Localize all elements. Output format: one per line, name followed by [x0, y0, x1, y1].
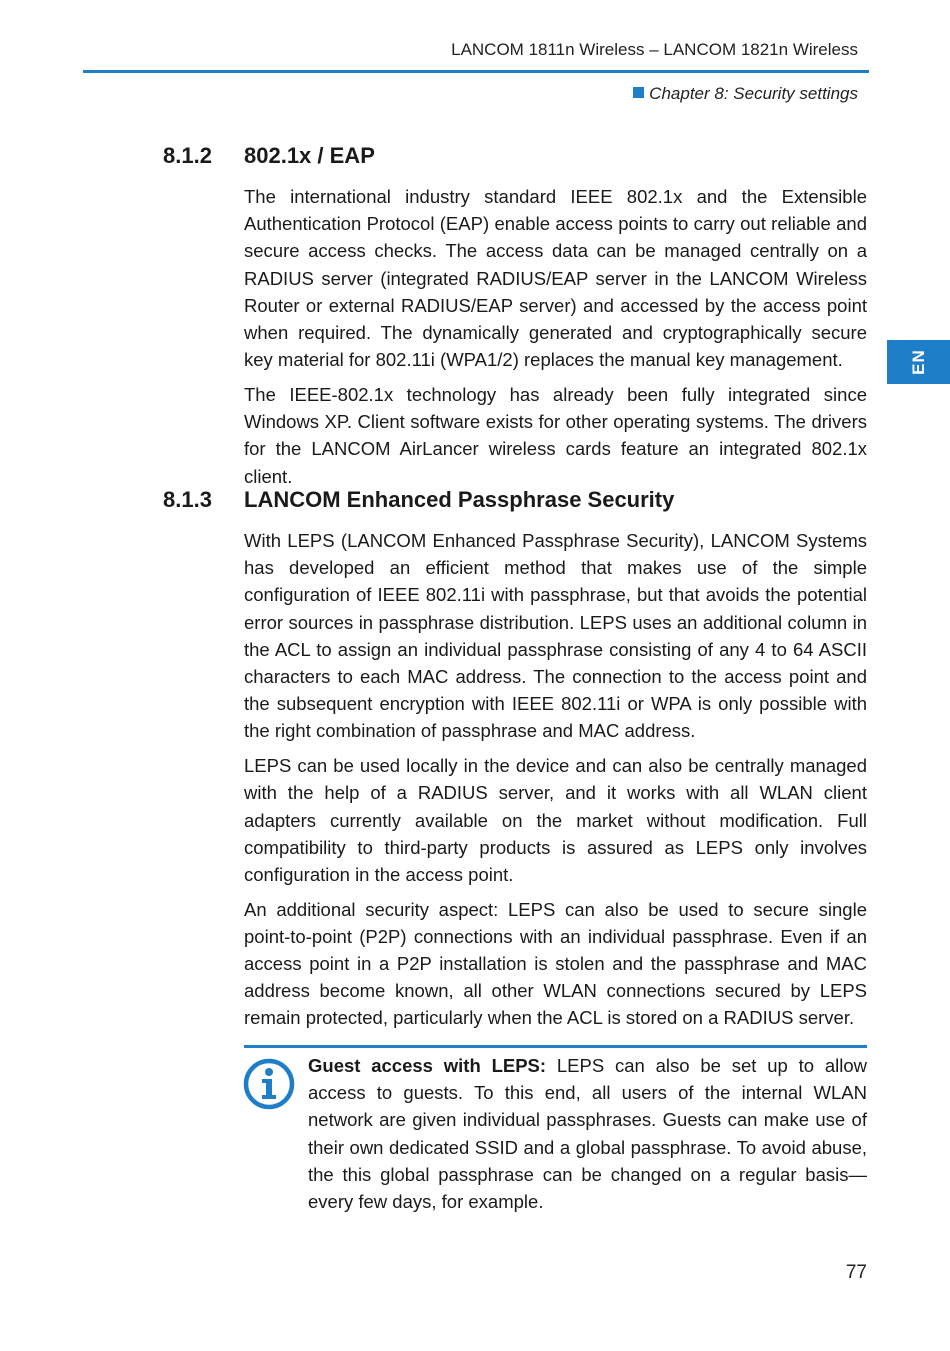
section-body-8-1-3 [244, 527, 867, 1039]
paragraph: An additional security aspect: LEPS can also be used to secure single point‑to‑point (P2P) connections with an individual passphrase. Even if an access point in a P2P installation is stolen and the passphrase and MAC address become known, all other WLAN connections secured by LEPS remain protected, particularly when the ACL is stored on a RADIUS server. [244, 898, 867, 1029]
header-rule [83, 70, 869, 73]
section-heading-8-1-3 [163, 487, 674, 513]
note-label: Guest access with LEPS: [308, 1055, 547, 1076]
note-body: LEPS can also be set up to allow access to guests. To this end, all users of the internal WLAN network are given individual passphrases. Guests can make use of their own dedicated SSID and a global passphrase. To avoid abuse, the this global passphrase can be changed on a regular basis—every few days, for example. [308, 1055, 867, 1213]
paragraph: The international industry standard IEEE 802.1x and the Extensible Authentication Protocol (EAP) enable access points to carry out reliable and secure access checks. The access data can be managed centrally on a RADIUS server (integrated RADIUS/EAP server in the LANCOM Wireless Router or external RADIUS/EAP server) and accessed by the access point when required. The dynamically generated and cryptographically secure key material for 802.11i (WPA1/2) replaces the manual key management. [244, 186, 867, 371]
info-icon [242, 1057, 296, 1111]
running-header-title: LANCOM 1811n Wireless – LANCOM 1821n Wireless [451, 40, 858, 59]
section-number: 8.1.2 [163, 143, 212, 168]
section-body-8-1-2 [244, 183, 867, 497]
paragraph: With LEPS (LANCOM Enhanced Passphrase Security), LANCOM Systems has developed an efficient method that makes use of the simple configuration of IEEE 802.11i with passphrase, but that avoids the potential error sources in passphrase distribution. LEPS uses an additional column in the ACL to assign an individual passphrase consisting of any 4 to 64 ASCII characters to each MAC address. The connection to the access point and the subsequent encryption with IEEE 802.11i or WPA is only possible with the right combination of passphrase and MAC address. [244, 530, 867, 742]
page-number: 77 [845, 1262, 867, 1283]
section-heading-8-1-2 [163, 143, 375, 169]
language-tab [887, 340, 950, 384]
note-text [308, 1052, 867, 1215]
paragraph: The IEEE‑802.1x technology has already been fully integrated since Windows XP. Client software exists for other operating systems. The drivers for the LANCOM AirLancer wireless cards feature an integrated 802.1x client. [244, 383, 867, 487]
section-title: LANCOM Enhanced Passphrase Security [244, 487, 675, 512]
paragraph: LEPS can be used locally in the device and can also be centrally managed with the help of a RADIUS server, and it works with all WLAN client adapters currently available on the market without modification. Full compatibility to third‑party products is assured as LEPS only involves configuration in the access point. [244, 755, 867, 885]
chapter-square-icon [633, 87, 644, 98]
section-number: 8.1.3 [163, 487, 212, 512]
section-title: 802.1x / EAP [244, 143, 375, 168]
language-tab-label: EN [908, 349, 928, 375]
chapter-label [633, 84, 858, 104]
note-rule [244, 1045, 867, 1048]
chapter-label-text: Chapter 8: Security settings [649, 84, 858, 103]
